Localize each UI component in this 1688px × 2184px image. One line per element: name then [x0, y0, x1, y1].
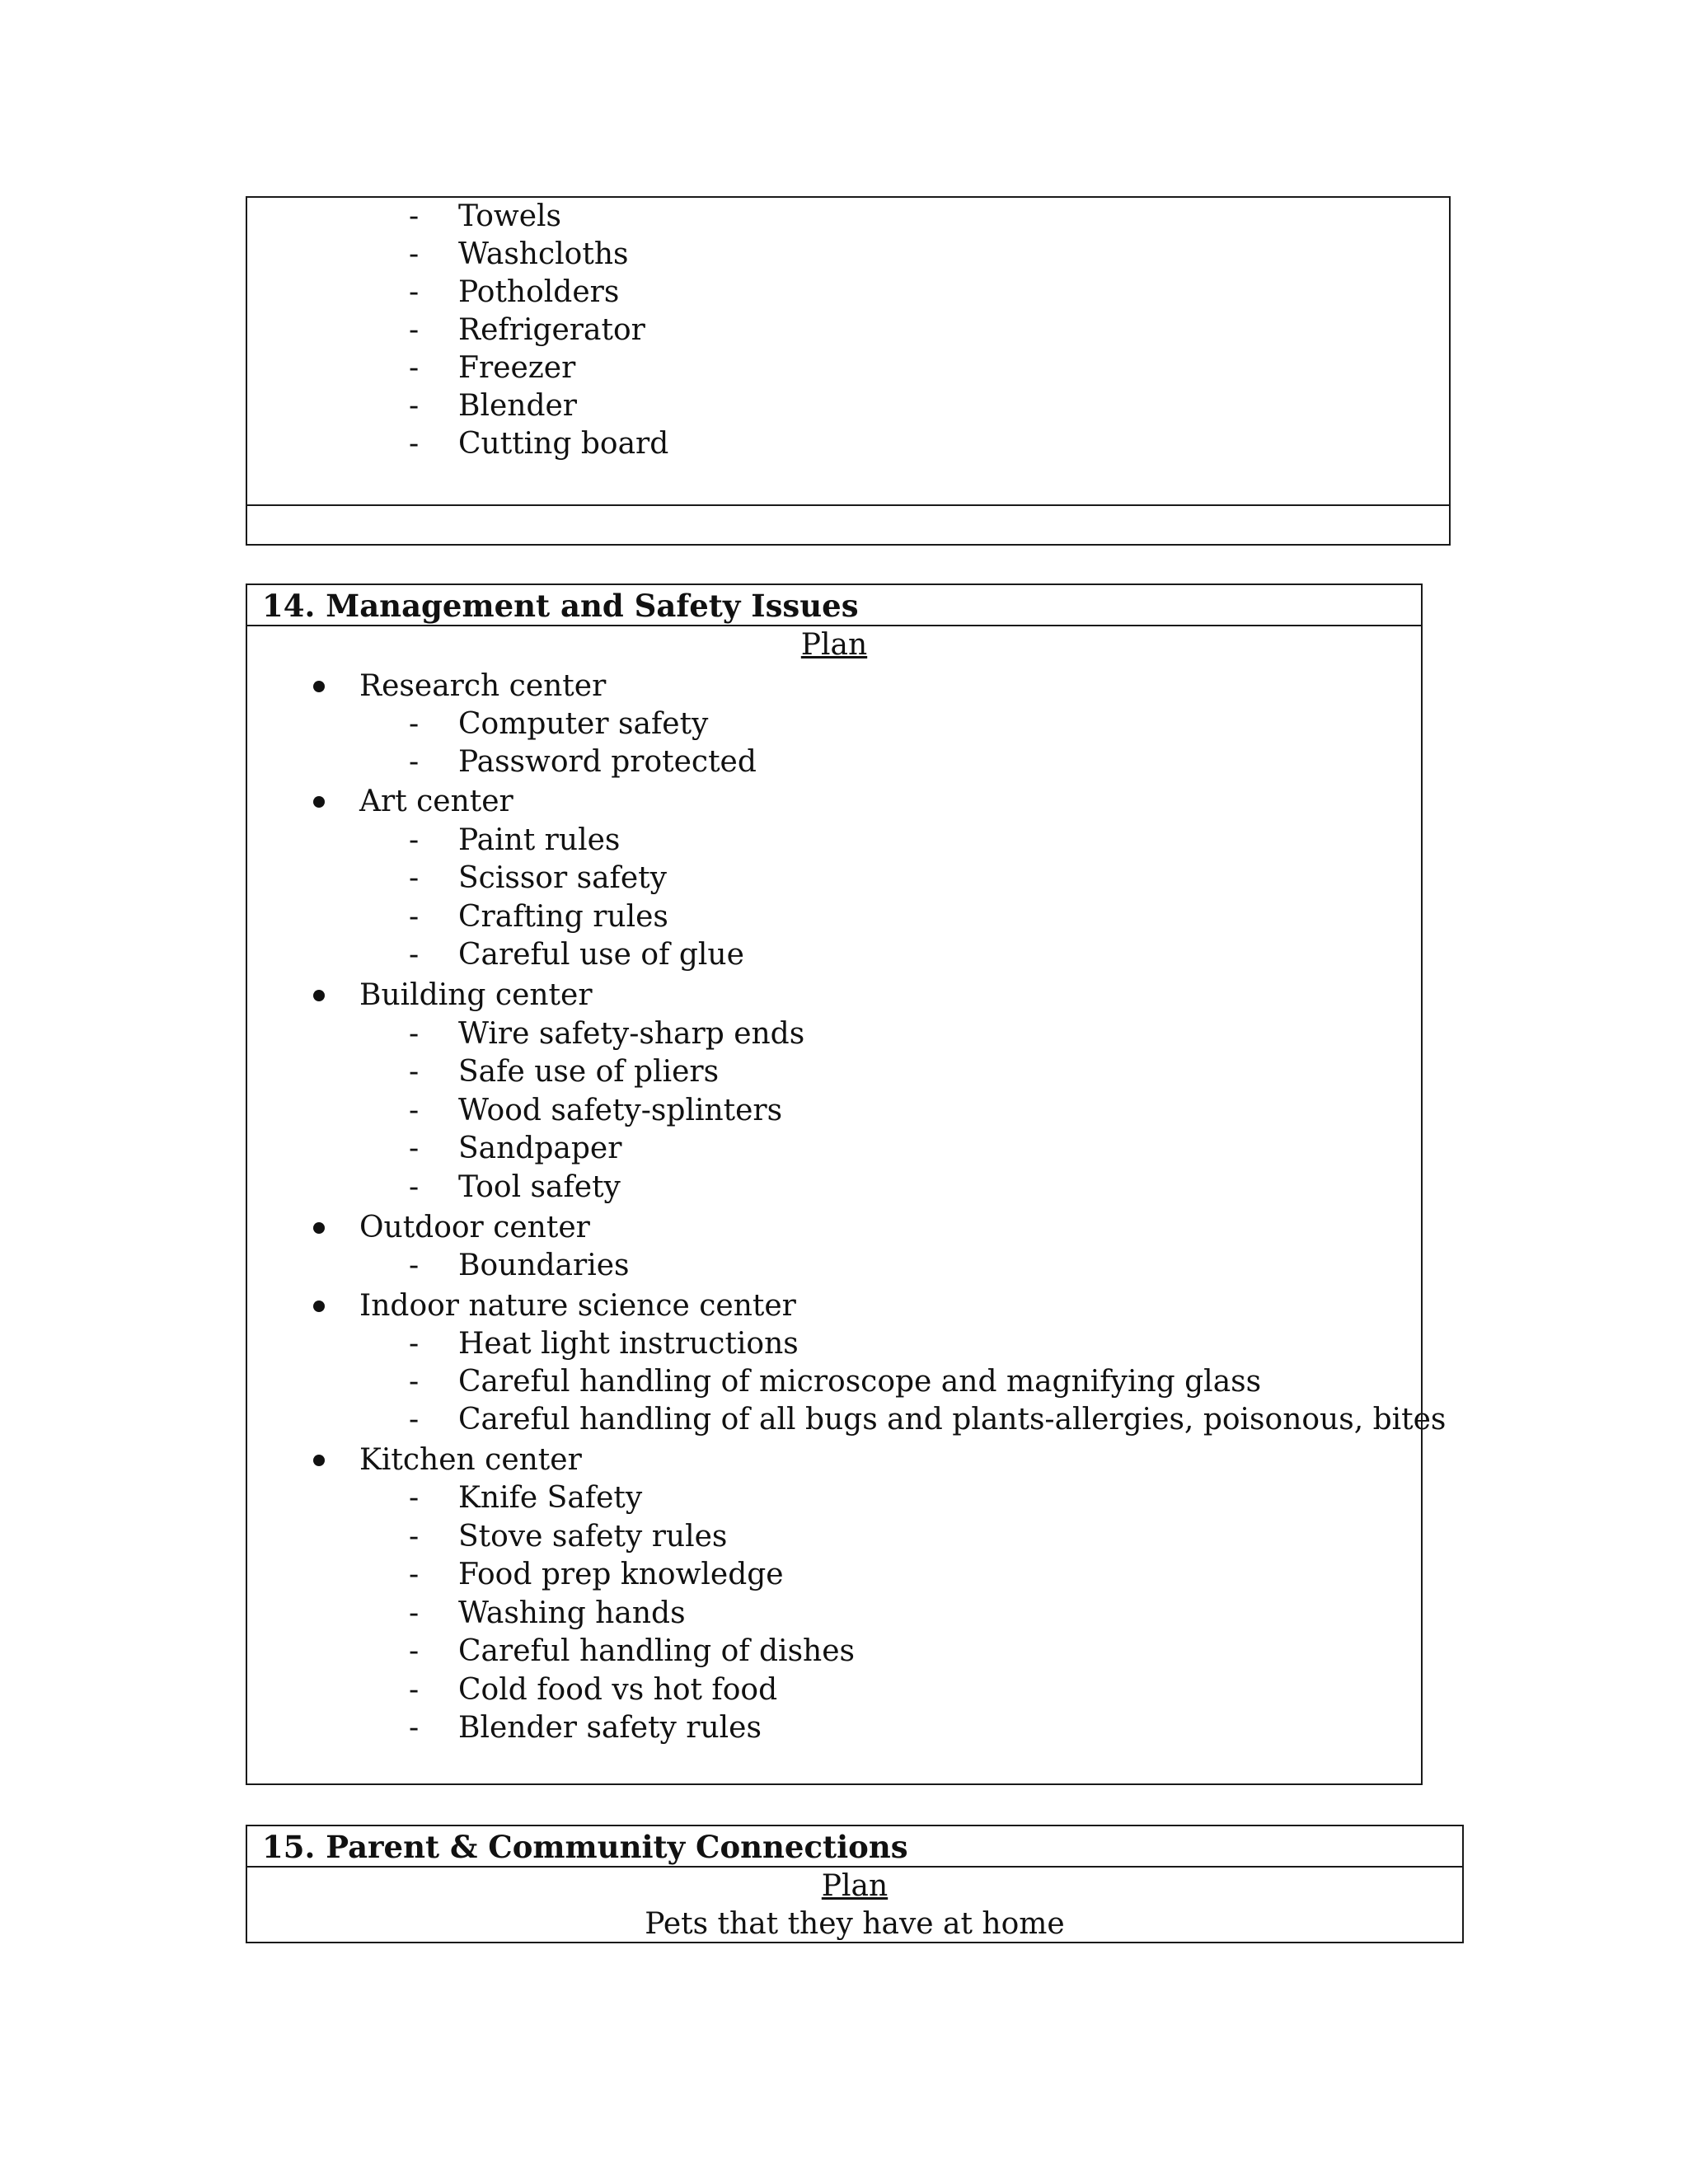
bullet-marker [313, 796, 325, 808]
dash-marker: - [409, 351, 420, 385]
dash-marker: - [409, 313, 420, 347]
dash-marker: - [409, 1596, 420, 1630]
list-item: Wood safety-splinters [458, 1094, 783, 1127]
list-item: Careful handling of microscope and magnifying glass [458, 1365, 1262, 1399]
dash-marker: - [409, 1327, 420, 1361]
bullet-marker [313, 1301, 325, 1312]
list-item: Safe use of pliers [458, 1055, 720, 1089]
dash-marker: - [409, 199, 420, 233]
list-item: Wire safety-sharp ends [458, 1017, 805, 1051]
dash-marker: - [409, 275, 420, 309]
dash-marker: - [409, 1481, 420, 1515]
dash-marker: - [409, 1249, 420, 1282]
list-item: Careful handling of all bugs and plants-allergies, poisonous, bites [458, 1403, 1447, 1436]
list-item: Stove safety rules [458, 1520, 728, 1554]
dash-marker: - [409, 427, 420, 461]
list-item: Food prep knowledge [458, 1558, 784, 1591]
list-item: Tool safety [458, 1170, 621, 1204]
top-list-box [246, 196, 1451, 546]
list-item: Cold food vs hot food [458, 1673, 778, 1707]
list-item: Freezer [458, 351, 576, 385]
dash-marker: - [409, 900, 420, 934]
bullet-marker [313, 1222, 325, 1234]
dash-marker: - [409, 1365, 420, 1399]
list-item: Knife Safety [458, 1481, 643, 1515]
section-15-text: Pets that they have at home [645, 1907, 1065, 1941]
dash-marker: - [409, 1132, 420, 1165]
section-14-plan-label: Plan [800, 628, 868, 662]
bullet-marker [313, 1455, 325, 1466]
section-15-plan-label: Plan [821, 1869, 889, 1903]
group-label: Outdoor center [359, 1211, 590, 1244]
dash-marker: - [409, 389, 420, 423]
section-15-title: 15. Parent & Community Connections [262, 1829, 908, 1865]
dash-marker: - [409, 1055, 420, 1089]
list-item: Towels [458, 199, 561, 233]
top-box-divider [247, 504, 1449, 506]
bullet-marker [313, 990, 325, 1001]
dash-marker: - [409, 707, 420, 741]
group-label: Indoor nature science center [359, 1289, 796, 1323]
list-item: Refrigerator [458, 313, 645, 347]
list-item: Blender [458, 389, 578, 423]
section-14-title: 14. Management and Safety Issues [262, 588, 859, 624]
dash-marker: - [409, 1673, 420, 1707]
list-item: Computer safety [458, 707, 709, 741]
bullet-marker [313, 681, 325, 692]
dash-marker: - [409, 861, 420, 895]
dash-marker: - [409, 1634, 420, 1668]
list-item: Heat light instructions [458, 1327, 799, 1361]
dash-marker: - [409, 745, 420, 779]
list-item: Potholders [458, 275, 620, 309]
section-14-box [246, 583, 1447, 1785]
dash-marker: - [409, 1711, 420, 1745]
dash-marker: - [409, 1094, 420, 1127]
list-item: Washing hands [458, 1596, 686, 1630]
group-label: Kitchen center [359, 1443, 582, 1477]
dash-marker: - [409, 1403, 420, 1436]
dash-marker: - [409, 1520, 420, 1554]
list-item: Sandpaper [458, 1132, 622, 1165]
list-item: Scissor safety [458, 861, 667, 895]
dash-marker: - [409, 1017, 420, 1051]
list-item: Crafting rules [458, 900, 668, 934]
list-item: Boundaries [458, 1249, 630, 1282]
list-item: Paint rules [458, 823, 621, 857]
list-item: Password protected [458, 745, 757, 779]
group-label: Building center [359, 978, 593, 1012]
dash-marker: - [409, 1170, 420, 1204]
group-label: Research center [359, 669, 607, 703]
section-15-box [246, 1825, 1464, 1943]
dash-marker: - [409, 823, 420, 857]
list-item: Washcloths [458, 237, 629, 271]
list-item: Careful handling of dishes [458, 1634, 856, 1668]
list-item: Careful use of glue [458, 938, 744, 972]
dash-marker: - [409, 237, 420, 271]
dash-marker: - [409, 1558, 420, 1591]
list-item: Blender safety rules [458, 1711, 762, 1745]
list-item: Cutting board [458, 427, 669, 461]
dash-marker: - [409, 938, 420, 972]
group-label: Art center [359, 785, 513, 818]
